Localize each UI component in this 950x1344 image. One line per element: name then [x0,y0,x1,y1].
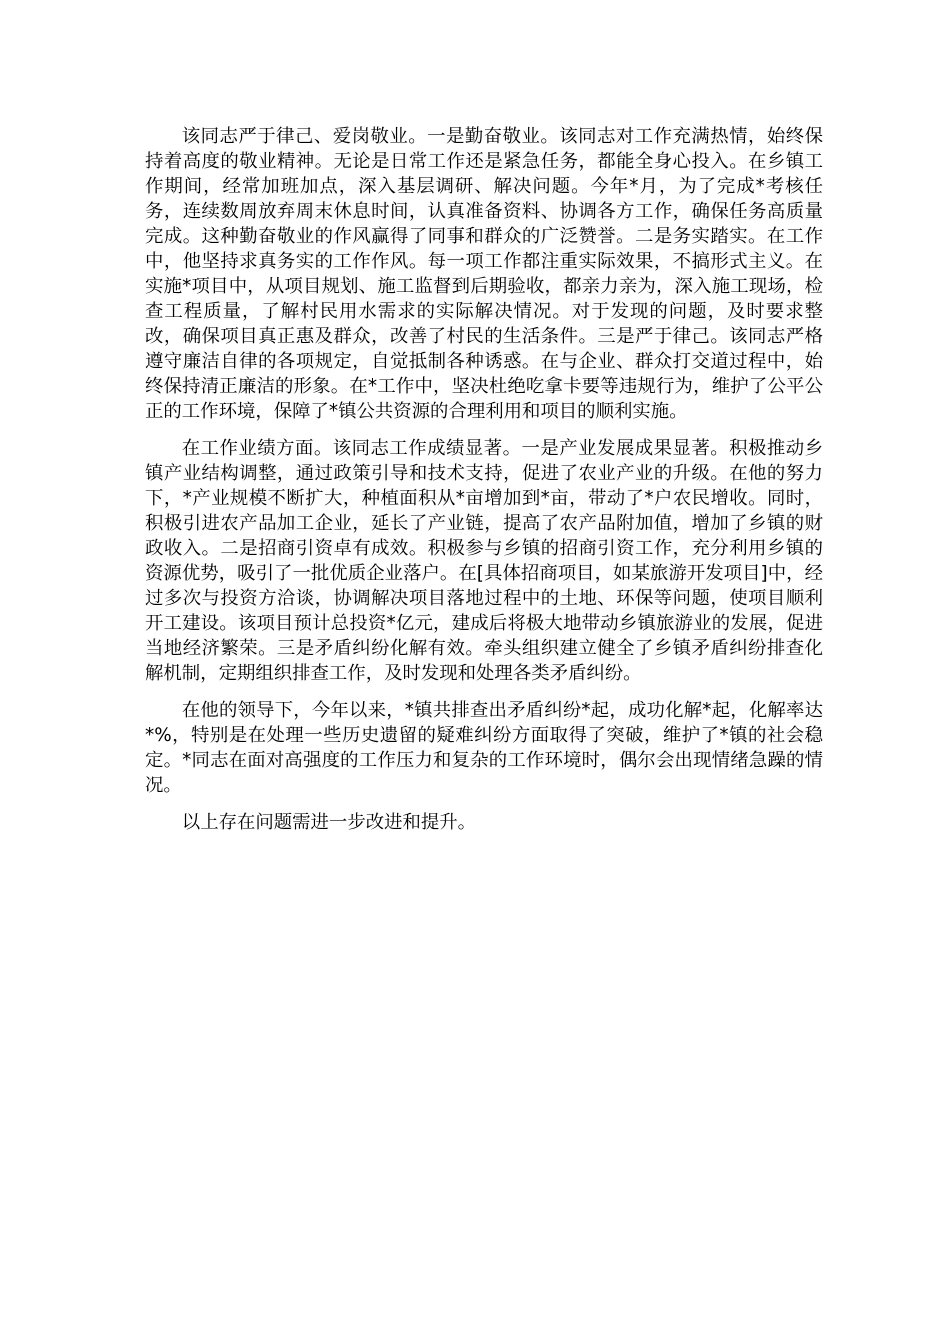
paragraph-3: 在他的领导下，今年以来，*镇共排查出矛盾纠纷*起，成功化解*起，化解率达*%，特别是在处理一些历史遗留的疑难纠纷方面取得了突破，维护了*镇的社会稳定。*同志在面对高强度的工作压力和复杂的工作环境时，偶尔会出现情绪急躁的情况。 [145,700,823,796]
paragraph-2: 在工作业绩方面。该同志工作成绩显著。一是产业发展成果显著。积极推动乡镇产业结构调整，通过政策引导和技术支持，促进了农业产业的升级。在他的努力下，*产业规模不断扩大，种植面积从*亩增加到*亩，带动了*户农民增收。同时，积极引进农产品加工企业，延长了产业链，提高了农产品附加值，增加了乡镇的财政收入。二是招商引资卓有成效。积极参与乡镇的招商引资工作，充分利用乡镇的资源优势，吸引了一批优质企业落户。在[具体招商项目，如某旅游开发项目]中，经过多次与投资方洽谈，协调解决项目落地过程中的土地、环保等问题，使项目顺利开工建设。该项目预计总投资*亿元，建成后将极大地带动乡镇旅游业的发展，促进当地经济繁荣。三是矛盾纠纷化解有效。牵头组织建立健全了乡镇矛盾纠纷排查化解机制，定期组织排查工作，及时发现和处理各类矛盾纠纷。 [145,438,823,684]
paragraph-1: 该同志严于律己、爱岗敬业。一是勤奋敬业。该同志对工作充满热情，始终保持着高度的敬业精神。无论是日常工作还是紧急任务，都能全身心投入。在乡镇工作期间，经常加班加点，深入基层调研、解决问题。今年*月，为了完成*考核任务，连续数周放弃周末休息时间，认真准备资料、协调各方工作，确保任务高质量完成。这种勤奋敬业的作风赢得了同事和群众的广泛赞誉。二是务实踏实。在工作中，他坚持求真务实的工作作风。每一项工作都注重实际效果，不搞形式主义。在实施*项目中，从项目规划、施工监督到后期验收，都亲力亲为，深入施工现场，检查工程质量，了解村民用水需求的实际解决情况。对于发现的问题，及时要求整改，确保项目真正惠及群众，改善了村民的生活条件。三是严于律己。该同志严格遵守廉洁自律的各项规定，自觉抵制各种诱惑。在与企业、群众打交道过程中，始终保持清正廉洁的形象。在*工作中，坚决杜绝吃拿卡要等违规行为，维护了公平公正的工作环境，保障了*镇公共资源的合理利用和项目的顺利实施。 [145,126,823,422]
document-body [145,124,823,847]
paragraph-4: 以上存在问题需进一步改进和提升。 [181,812,477,833]
